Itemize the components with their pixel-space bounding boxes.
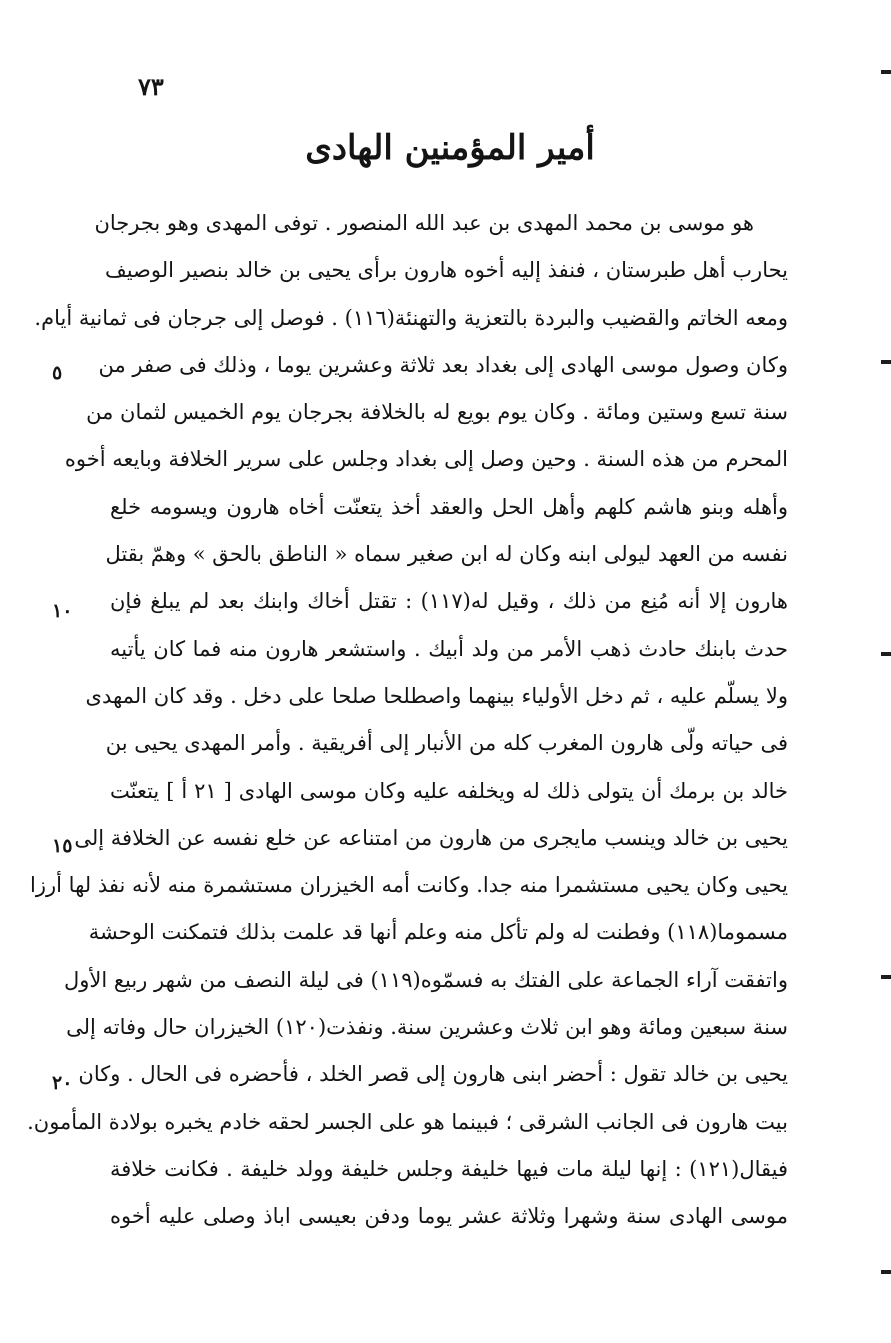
line-number-10: ١٠ xyxy=(52,600,73,622)
text-line: سنة سبعين ومائة وهو ابن ثلاث وعشرين سنة. ونفذت(١٢٠) الخيزران حال وفاته إلى xyxy=(66,1015,788,1040)
chapter-title: أمير المؤمنين الهادى xyxy=(305,128,595,168)
text-line: ومعه الخاتم والقضيب والبردة بالتعزية والتهنئة(١١٦) . فوصل إلى جرجان فى ثمانية أيام. xyxy=(34,305,788,330)
text-line: حدث بابنك حادث ذهب الأمر من ولد أبيك . واستشعر هارون منه فما كان يأتيه xyxy=(110,636,788,661)
text-line: فى حياته ولّى هارون المغرب كله من الأنبار إلى أفريقية . وأمر المهدى يحيى بن xyxy=(105,731,788,756)
text-line: يحيى وكان يحيى مستشمرا منه جدا. وكانت أمه الخيزران مستشمرة منه لأنه نفذ لها أرزا xyxy=(30,873,788,898)
text-line: يحيى بن خالد تقول : أحضر ابنى هارون إلى قصر الخلد ، فأحضره فى الحال . وكان xyxy=(78,1062,788,1087)
text-line: موسى الهادى سنة وشهرا وثلاثة عشر يوما ودفن بعيسى اباذ وصلى عليه أخوه xyxy=(110,1204,788,1229)
margin-tick xyxy=(881,1270,891,1274)
text-line: وأهله وبنو هاشم كلهم وأهل الحل والعقد أخذ يتعنّت أخاه هارون ويسومه خلع xyxy=(110,494,788,519)
text-line: بيت هارون فى الجانب الشرقى ؛ فبينما هو على الجسر لحقه خادم يخبره بولادة المأمون. xyxy=(27,1109,788,1134)
text-line: مسموما(١١٨) وفطنت له ولم تأكل منه وعلم أنها قد علمت بذلك فتمكنت الوحشة xyxy=(88,920,788,945)
text-line: هو موسى بن محمد المهدى بن عبد الله المنصور . توفى المهدى وهو بجرجان xyxy=(94,211,754,235)
text-line: خالد بن برمك أن يتولى ذلك له ويخلفه عليه وكان موسى الهادى [ ٢١ أ ] يتعنّت xyxy=(110,778,789,803)
page-number: ٧٣ xyxy=(138,72,164,101)
margin-tick xyxy=(881,70,891,74)
line-number-15: ١٥ xyxy=(52,835,73,857)
margin-tick xyxy=(881,975,891,979)
margin-tick xyxy=(881,652,891,656)
text-line: وكان وصول موسى الهادى إلى بغداد بعد ثلاثة وعشرين يوما ، وذلك فى صفر من xyxy=(98,352,788,377)
text-line: نفسه من العهد ليولى ابنه وكان له ابن صغير سماه « الناطق بالحق » وهمّ بقتل xyxy=(105,542,788,567)
text-line: هارون إلا أنه مُنِع من ذلك ، وقيل له(١١٧) : تقتل أخاك وابنك بعد لم يبلغ فإن xyxy=(110,589,788,614)
text-line: واتفقت آراء الجماعة على الفتك به فسمّوه(١١٩) فى ليلة النصف من شهر ربيع الأول xyxy=(63,967,788,992)
text-line: سنة تسع وستين ومائة . وكان يوم بويع له بالخلافة بجرجان يوم الخميس لثمان من xyxy=(86,400,788,425)
text-line: فيقال(١٢١) : إنها ليلة مات فيها خليفة وجلس خليفة وولد خليفة . فكانت خلافة xyxy=(110,1156,788,1181)
margin-tick xyxy=(881,360,891,364)
line-number-5: ٥ xyxy=(52,362,63,384)
line-number-20: ٢٠ xyxy=(52,1072,73,1094)
text-line: يحيى بن خالد وينسب مايجرى من هارون من امتناعه عن خلع نفسه عن الخلافة إلى xyxy=(74,825,788,850)
text-line: المحرم من هذه السنة . وحين وصل إلى بغداد وجلس على سرير الخلافة وبايعه أخوه xyxy=(64,447,788,472)
text-line: يحارب أهل طبرستان ، فنفذ إليه أخوه هارون برأى يحيى بن خالد بنصير الوصيف xyxy=(104,258,788,283)
text-line: ولا يسلّم عليه ، ثم دخل الأولياء بينهما واصطلحا صلحا على دخل . وقد كان المهدى xyxy=(85,683,788,708)
